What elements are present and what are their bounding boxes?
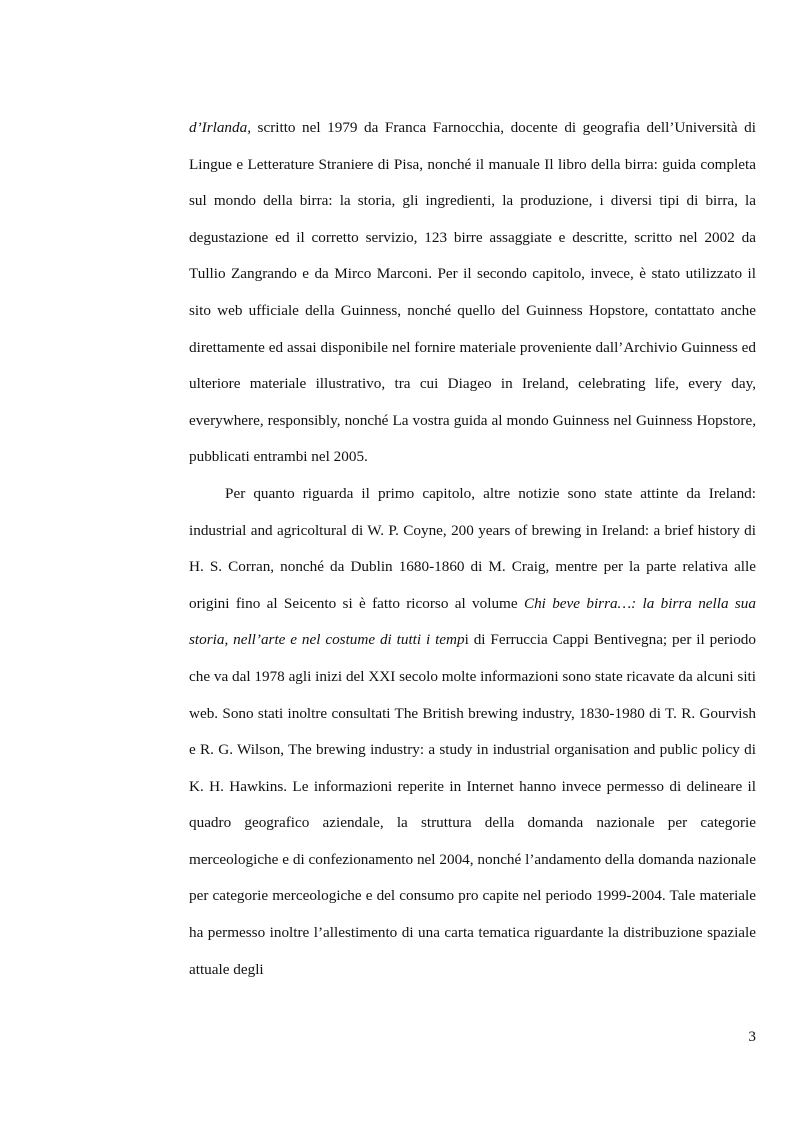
- paragraph-2: [189, 476, 756, 988]
- italic-title: Chi beve birra…: la birra nella sua storia, nell’arte e nel costume di tutti i temp: [189, 594, 756, 649]
- paragraph-1: [189, 110, 756, 476]
- text-run: i di Ferruccia Cappi Bentivegna; per il periodo che va dal 1978 agli inizi del XXI secolo molte informazioni sono state ricavate da alcuni siti web. Sono stati inoltre consultati The British brewing industry, 1830-1980 di T. R. Gourvish e R. G. Wilson, The brewing industry: a study in industrial organisation and public policy di K. H. Hawkins. Le informazioni reperite in Internet hanno invece permesso di delineare il quadro geografico aziendale, la struttura della domanda nazionale per categorie merceologiche e di confezionamento nel 2004, nonché l’andamento della domanda nazionale per categorie merceologiche e del consumo pro capite nel periodo 1999-2004. Tale materiale ha permesso inoltre l’allestimento di una carta tematica riguardante la distribuzione spaziale attuale degli: [189, 631, 756, 978]
- italic-title: d’Irlanda,: [189, 119, 252, 136]
- body-text: [189, 110, 756, 988]
- text-run: Per quanto riguarda il primo capitolo, altre notizie sono state attinte da Ireland: industrial and agricoltural di W. P. Coyne, 200 years of brewing in Ireland: a brief history di H. S. Corran, nonché da Dublin 1680-1860 di M. Craig, mentre per la parte relativa alle origini fino al Seicento si è fatto ricorso al volume: [189, 484, 756, 612]
- page-number: 3: [748, 1028, 756, 1045]
- text-run: scritto nel 1979 da Franca Farnocchia, docente di geografia dell’Università di Lingue e Letterature Straniere di Pisa, nonché il manuale Il libro della birra: guida completa sul mondo della birra: la storia, gli ingredienti, la produzione, i diversi tipi di birra, la degustazione ed il corretto servizio, 123 birre assaggiate e descritte, scritto nel 2002 da Tullio Zangrando e da Mirco Marconi. Per il secondo capitolo, invece, è stato utilizzato il sito web ufficiale della Guinness, nonché quello del Guinness Hopstore, contattato anche direttamente ed assai disponibile nel fornire materiale proveniente dall’Archivio Guinness ed ulteriore materiale illustrativo, tra cui Diageo in Ireland, celebrating life, every day, everywhere, responsibly, nonché La vostra guida al mondo Guinness nel Guinness Hopstore, pubblicati entrambi nel 2005.: [189, 119, 756, 466]
